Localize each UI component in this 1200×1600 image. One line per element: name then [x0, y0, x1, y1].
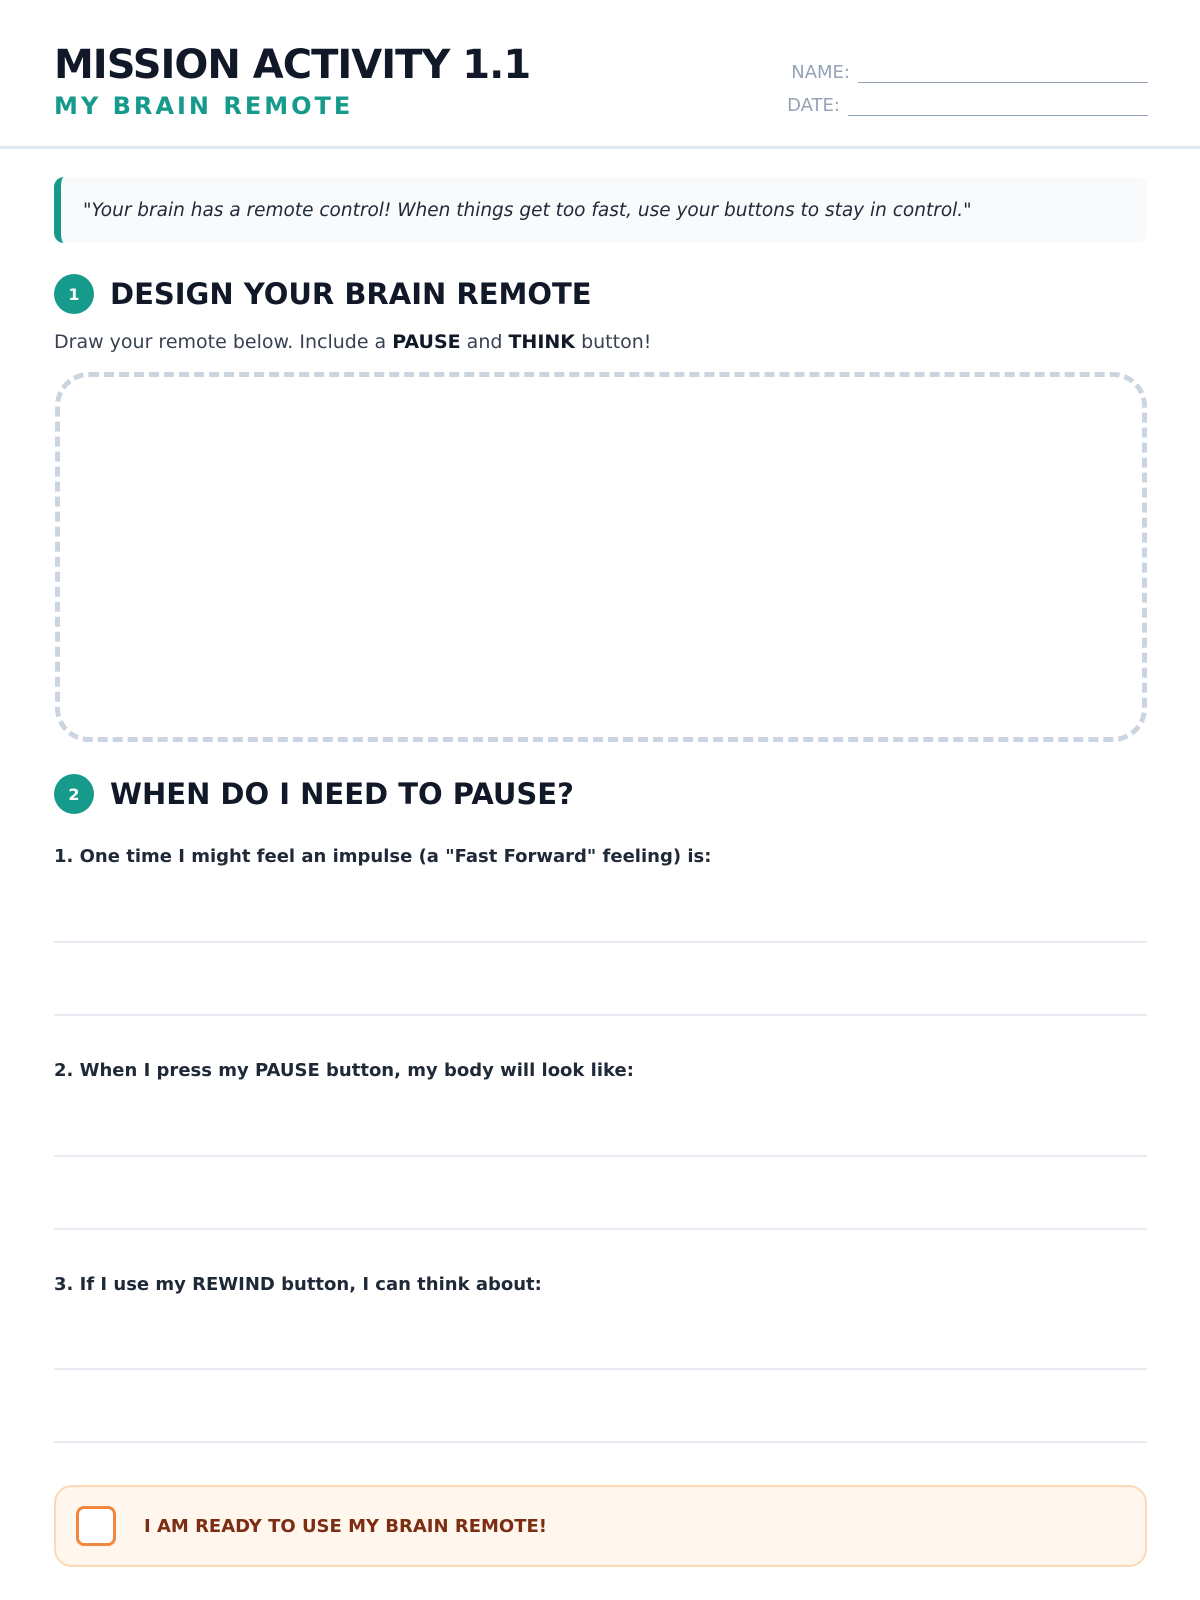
section-2-badge: 2: [54, 774, 94, 814]
instruction-text-2: and: [460, 331, 509, 353]
instruction-pause: PAUSE: [392, 331, 461, 353]
worksheet-header: [0, 0, 1200, 149]
ready-pledge: [54, 1485, 1147, 1567]
quote-callout: [54, 177, 1147, 243]
section-2-header: [54, 774, 574, 814]
instruction-text-3: button!: [575, 331, 652, 353]
instruction-text-1: Draw your remote below. Include a: [54, 331, 393, 353]
name-label: NAME:: [791, 62, 850, 83]
section-1-title: DESIGN YOUR BRAIN REMOTE: [110, 277, 592, 311]
date-field[interactable]: [787, 95, 1148, 116]
answer-line-3a[interactable]: [54, 1368, 1147, 1370]
date-input-line[interactable]: [848, 101, 1148, 116]
section-1-badge: 1: [54, 274, 94, 314]
date-label: DATE:: [787, 95, 840, 116]
page-subtitle: MY BRAIN REMOTE: [54, 92, 354, 120]
instruction-think: THINK: [508, 331, 576, 353]
answer-line-2b[interactable]: [54, 1228, 1147, 1230]
section-1-header: [54, 274, 592, 314]
question-2: 2. When I press my PAUSE button, my body will look like:: [54, 1060, 634, 1081]
name-input-line[interactable]: [858, 68, 1148, 83]
quote-text: "Your brain has a remote control! When things get too fast, use your buttons to stay in control.": [83, 199, 972, 221]
section-2-title: WHEN DO I NEED TO PAUSE?: [110, 777, 574, 811]
drawing-area[interactable]: [55, 372, 1147, 742]
ready-label: I AM READY TO USE MY BRAIN REMOTE!: [144, 1515, 547, 1537]
page-title: MISSION ACTIVITY 1.1: [54, 42, 531, 88]
answer-line-3b[interactable]: [54, 1441, 1147, 1443]
name-field[interactable]: [791, 62, 1148, 83]
answer-line-1a[interactable]: [54, 941, 1147, 943]
question-1: 1. One time I might feel an impulse (a "Fast Forward" feeling) is:: [54, 846, 712, 867]
answer-line-2a[interactable]: [54, 1155, 1147, 1157]
question-3: 3. If I use my REWIND button, I can think about:: [54, 1274, 542, 1295]
ready-checkbox[interactable]: [76, 1506, 116, 1546]
drawing-instruction: [54, 331, 651, 353]
answer-line-1b[interactable]: [54, 1014, 1147, 1016]
